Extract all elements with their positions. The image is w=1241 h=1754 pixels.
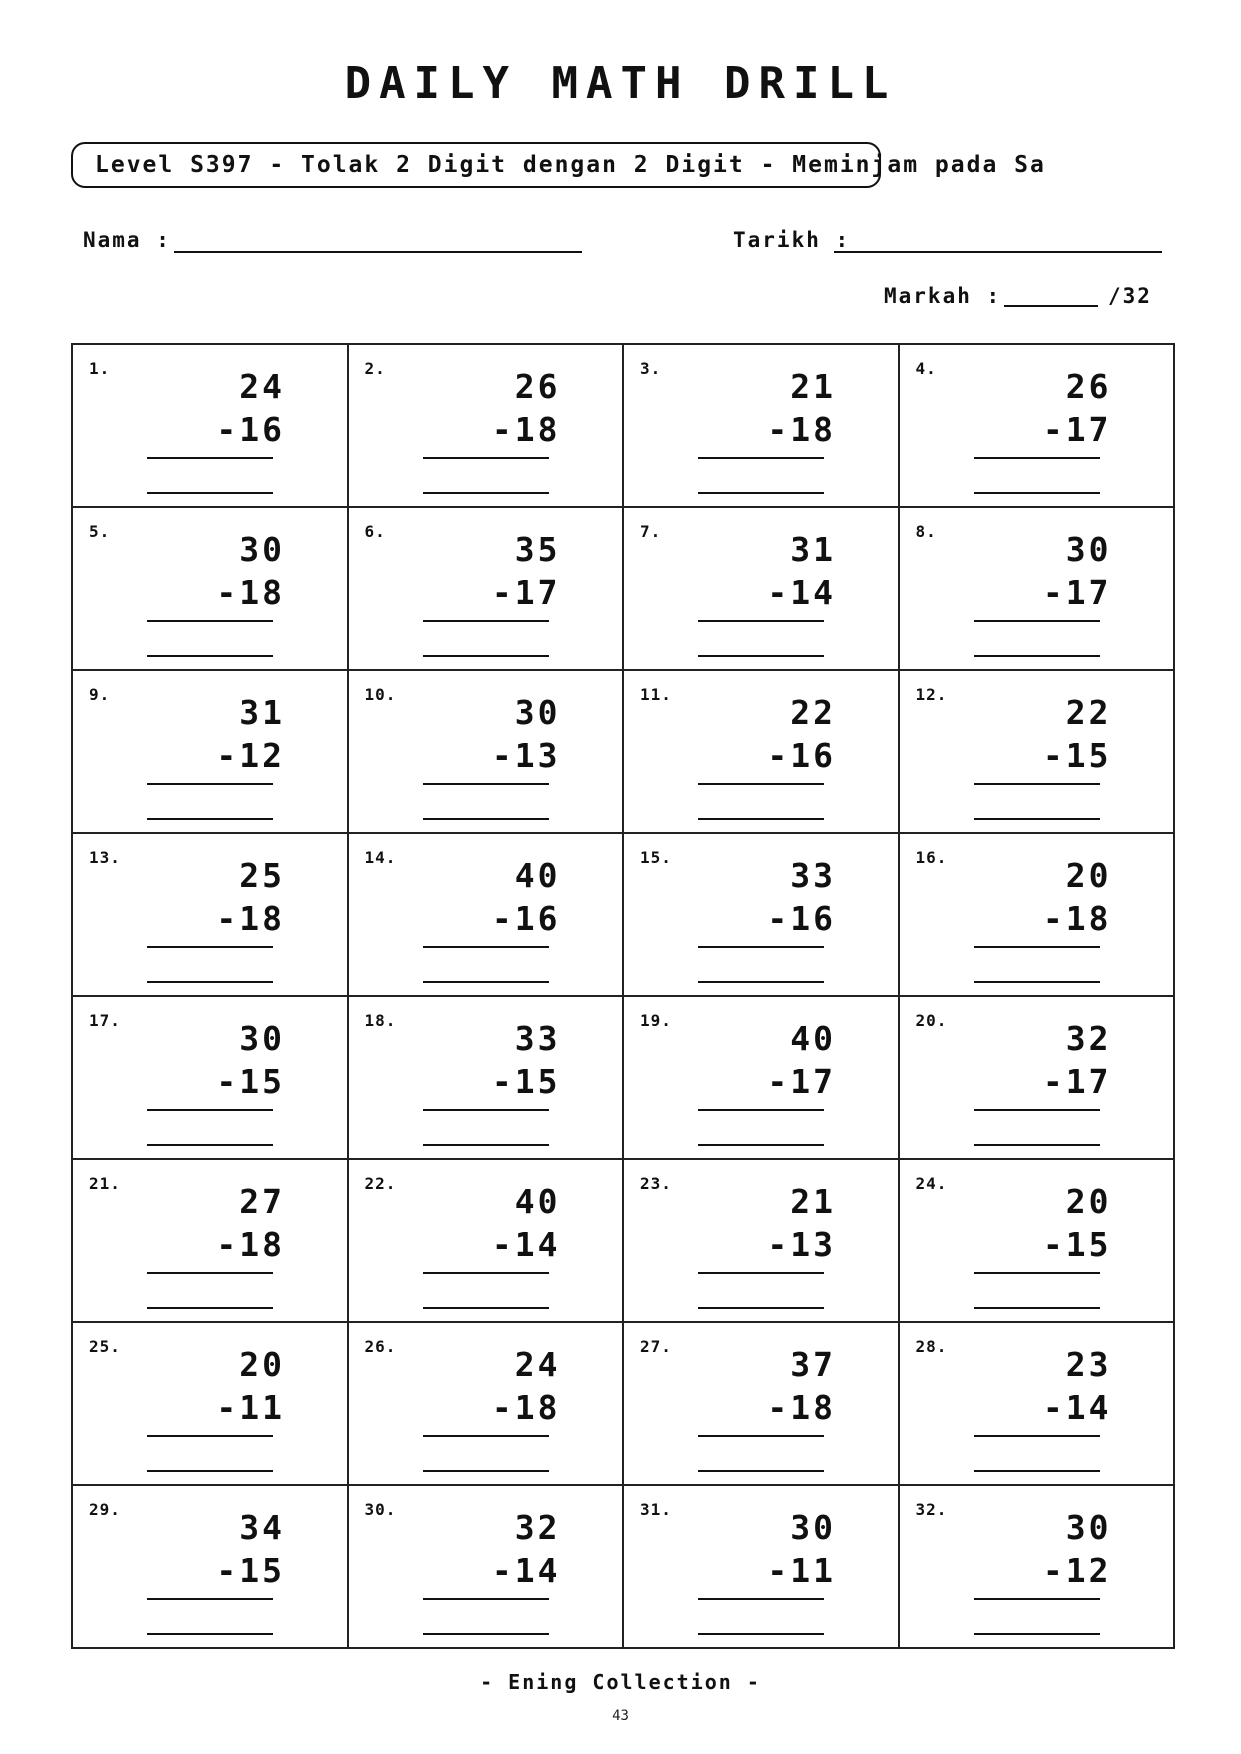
footer-collection: - Ening Collection - <box>480 1670 761 1694</box>
operation-line <box>974 1435 1100 1437</box>
minuend: 40 <box>514 1182 561 1221</box>
subtrahend: -11 <box>767 1551 836 1590</box>
problem-cell <box>72 670 348 833</box>
minuend: 35 <box>514 530 561 569</box>
minuend: 22 <box>1065 693 1112 732</box>
subtrahend: -18 <box>767 410 836 449</box>
subtrahend: -12 <box>1042 1551 1112 1590</box>
minuend: 30 <box>1065 1508 1112 1547</box>
problem-cell <box>623 1322 899 1485</box>
problem-cell <box>72 1322 348 1485</box>
problem-cell <box>623 1485 899 1648</box>
problem-number: 8. <box>915 522 937 541</box>
answer-line[interactable] <box>423 1307 549 1309</box>
problem-cell <box>72 507 348 670</box>
problem-cell <box>899 670 1175 833</box>
answer-line[interactable] <box>147 655 273 657</box>
subtrahend: -14 <box>767 573 836 612</box>
problem-number: 18. <box>364 1011 397 1030</box>
problem-number: 24. <box>915 1174 948 1193</box>
problem-cell <box>72 833 348 996</box>
answer-line[interactable] <box>423 655 549 657</box>
problem-cell <box>72 996 348 1159</box>
problem-number: 21. <box>89 1174 121 1193</box>
answer-line[interactable] <box>698 655 824 657</box>
minuend: 33 <box>790 856 836 895</box>
problem-cell <box>348 1159 624 1322</box>
minuend: 24 <box>239 367 285 406</box>
problem-number: 19. <box>640 1011 672 1030</box>
operation-line <box>974 946 1100 948</box>
operation-line <box>974 1272 1100 1274</box>
problem-cell <box>899 1485 1175 1648</box>
problem-number: 11. <box>640 685 672 704</box>
problem-number: 1. <box>89 359 111 378</box>
subtrahend: -15 <box>216 1062 285 1101</box>
minuend: 34 <box>239 1508 285 1547</box>
subtrahend: -16 <box>767 736 836 775</box>
problem-number: 10. <box>364 685 397 704</box>
answer-line[interactable] <box>423 1470 549 1472</box>
answer-line[interactable] <box>147 1633 273 1635</box>
answer-line[interactable] <box>147 1144 273 1146</box>
minuend: 33 <box>514 1019 561 1058</box>
minuend: 25 <box>239 856 285 895</box>
problem-cell <box>899 996 1175 1159</box>
problem-number: 5. <box>89 522 111 541</box>
problem-number: 14. <box>364 848 397 867</box>
date-label: Tarikh : <box>733 228 851 252</box>
minuend: 20 <box>1065 1182 1112 1221</box>
name-label: Nama : <box>83 228 171 252</box>
problem-cell <box>623 996 899 1159</box>
answer-line[interactable] <box>974 1470 1100 1472</box>
subtrahend: -14 <box>491 1551 561 1590</box>
minuend: 26 <box>514 367 561 406</box>
operation-line <box>698 1598 824 1600</box>
score-field-line[interactable] <box>1004 305 1098 307</box>
page-title: DAILY MATH DRILL <box>344 58 897 109</box>
problem-cell <box>348 670 624 833</box>
minuend: 22 <box>790 693 836 732</box>
score-label: Markah : <box>884 284 1002 308</box>
problem-cell <box>348 996 624 1159</box>
subtrahend: -16 <box>216 410 285 449</box>
operation-line <box>423 1598 549 1600</box>
answer-line[interactable] <box>974 655 1100 657</box>
subtrahend: -16 <box>491 899 561 938</box>
answer-line[interactable] <box>698 1633 824 1635</box>
subtrahend: -18 <box>767 1388 836 1427</box>
minuend: 24 <box>514 1345 561 1384</box>
operation-line <box>147 1598 273 1600</box>
answer-line[interactable] <box>147 981 273 983</box>
answer-line[interactable] <box>974 1144 1100 1146</box>
problem-cell <box>899 1159 1175 1322</box>
subtrahend: -11 <box>216 1388 285 1427</box>
answer-line[interactable] <box>698 818 824 820</box>
page-number: 43 <box>612 1708 629 1724</box>
operation-line <box>423 946 549 948</box>
minuend: 32 <box>514 1508 561 1547</box>
answer-line[interactable] <box>147 1470 273 1472</box>
answer-line[interactable] <box>974 981 1100 983</box>
answer-line[interactable] <box>698 1307 824 1309</box>
operation-line <box>698 620 824 622</box>
operation-line <box>147 1272 273 1274</box>
answer-line[interactable] <box>423 1144 549 1146</box>
problem-cell <box>623 833 899 996</box>
subtrahend: -15 <box>216 1551 285 1590</box>
problem-number: 26. <box>364 1337 397 1356</box>
answer-line[interactable] <box>698 492 824 494</box>
minuend: 30 <box>239 1019 285 1058</box>
subtrahend: -17 <box>491 573 561 612</box>
score-total: /32 <box>1108 284 1152 308</box>
operation-line <box>974 783 1100 785</box>
problem-number: 23. <box>640 1174 672 1193</box>
problem-number: 13. <box>89 848 121 867</box>
subtrahend: -13 <box>767 1225 836 1264</box>
subtrahend: -15 <box>1042 736 1112 775</box>
answer-line[interactable] <box>974 492 1100 494</box>
operation-line <box>147 620 273 622</box>
minuend: 32 <box>1065 1019 1112 1058</box>
answer-line[interactable] <box>698 1144 824 1146</box>
operation-line <box>698 1435 824 1437</box>
minuend: 27 <box>239 1182 285 1221</box>
problem-cell <box>623 1159 899 1322</box>
operation-line <box>974 457 1100 459</box>
problem-cell <box>899 344 1175 507</box>
problem-cell <box>623 670 899 833</box>
answer-line[interactable] <box>698 1470 824 1472</box>
problem-cell <box>623 344 899 507</box>
problem-cell <box>348 507 624 670</box>
problem-number: 15. <box>640 848 672 867</box>
answer-line[interactable] <box>423 1633 549 1635</box>
operation-line <box>698 1109 824 1111</box>
minuend: 30 <box>790 1508 836 1547</box>
problem-number: 2. <box>364 359 386 378</box>
subtrahend: -17 <box>1042 410 1112 449</box>
subtrahend: -18 <box>216 899 285 938</box>
answer-line[interactable] <box>698 981 824 983</box>
operation-line <box>698 1272 824 1274</box>
operation-line <box>423 1272 549 1274</box>
subtrahend: -14 <box>1042 1388 1112 1427</box>
answer-line[interactable] <box>423 818 549 820</box>
subtrahend: -16 <box>767 899 836 938</box>
problem-number: 9. <box>89 685 111 704</box>
subtrahend: -15 <box>1042 1225 1112 1264</box>
problem-cell <box>348 1322 624 1485</box>
operation-line <box>423 620 549 622</box>
problem-cell <box>72 1159 348 1322</box>
operation-line <box>147 783 273 785</box>
operation-line <box>423 783 549 785</box>
subtrahend: -13 <box>491 736 561 775</box>
problem-number: 27. <box>640 1337 672 1356</box>
subtrahend: -18 <box>216 1225 285 1264</box>
problem-number: 29. <box>89 1500 121 1519</box>
minuend: 40 <box>790 1019 836 1058</box>
minuend: 31 <box>239 693 285 732</box>
answer-line[interactable] <box>423 981 549 983</box>
problem-number: 16. <box>915 848 948 867</box>
minuend: 31 <box>790 530 836 569</box>
minuend: 26 <box>1065 367 1112 406</box>
operation-line <box>147 457 273 459</box>
answer-line[interactable] <box>147 492 273 494</box>
problem-cell <box>348 1485 624 1648</box>
problem-cell <box>623 507 899 670</box>
minuend: 30 <box>1065 530 1112 569</box>
minuend: 30 <box>514 693 561 732</box>
subtrahend: -18 <box>1042 899 1112 938</box>
minuend: 21 <box>790 1182 836 1221</box>
problem-number: 32. <box>915 1500 948 1519</box>
problem-number: 6. <box>364 522 386 541</box>
problem-number: 3. <box>640 359 662 378</box>
problem-number: 12. <box>915 685 948 704</box>
problem-number: 4. <box>915 359 937 378</box>
operation-line <box>423 1109 549 1111</box>
problem-number: 17. <box>89 1011 121 1030</box>
date-field-line[interactable] <box>834 251 1162 253</box>
problem-number: 30. <box>364 1500 397 1519</box>
problem-cell <box>72 344 348 507</box>
problem-number: 25. <box>89 1337 121 1356</box>
operation-line <box>147 946 273 948</box>
problem-cell <box>348 344 624 507</box>
operation-line <box>147 1435 273 1437</box>
minuend: 40 <box>514 856 561 895</box>
operation-line <box>698 457 824 459</box>
operation-line <box>698 783 824 785</box>
subtrahend: -18 <box>491 1388 561 1427</box>
subtrahend: -18 <box>491 410 561 449</box>
answer-line[interactable] <box>147 818 273 820</box>
problem-number: 22. <box>364 1174 397 1193</box>
problem-cell <box>899 1322 1175 1485</box>
operation-line <box>423 457 549 459</box>
problem-number: 31. <box>640 1500 672 1519</box>
subtrahend: -15 <box>491 1062 561 1101</box>
answer-line[interactable] <box>423 492 549 494</box>
subtrahend: -17 <box>1042 573 1112 612</box>
operation-line <box>147 1109 273 1111</box>
subtrahend: -17 <box>1042 1062 1112 1101</box>
answer-line[interactable] <box>974 1307 1100 1309</box>
minuend: 37 <box>790 1345 836 1384</box>
subtrahend: -14 <box>491 1225 561 1264</box>
problem-cell <box>899 507 1175 670</box>
problem-number: 28. <box>915 1337 948 1356</box>
operation-line <box>974 1598 1100 1600</box>
subtrahend: -12 <box>216 736 285 775</box>
minuend: 21 <box>790 367 836 406</box>
minuend: 20 <box>239 1345 285 1384</box>
operation-line <box>698 946 824 948</box>
operation-line <box>974 620 1100 622</box>
problem-cell <box>899 833 1175 996</box>
answer-line[interactable] <box>974 818 1100 820</box>
subtrahend: -17 <box>767 1062 836 1101</box>
problem-cell <box>72 1485 348 1648</box>
answer-line[interactable] <box>974 1633 1100 1635</box>
problem-number: 7. <box>640 522 662 541</box>
minuend: 20 <box>1065 856 1112 895</box>
name-field-line[interactable] <box>174 251 582 253</box>
subtrahend: -18 <box>216 573 285 612</box>
problem-grid <box>71 343 1175 1649</box>
level-description: Level S397 - Tolak 2 Digit dengan 2 Digit - Meminjam pada Sa <box>71 142 881 188</box>
minuend: 23 <box>1065 1345 1112 1384</box>
problem-cell <box>348 833 624 996</box>
operation-line <box>974 1109 1100 1111</box>
answer-line[interactable] <box>147 1307 273 1309</box>
problem-number: 20. <box>915 1011 948 1030</box>
minuend: 30 <box>239 530 285 569</box>
operation-line <box>423 1435 549 1437</box>
